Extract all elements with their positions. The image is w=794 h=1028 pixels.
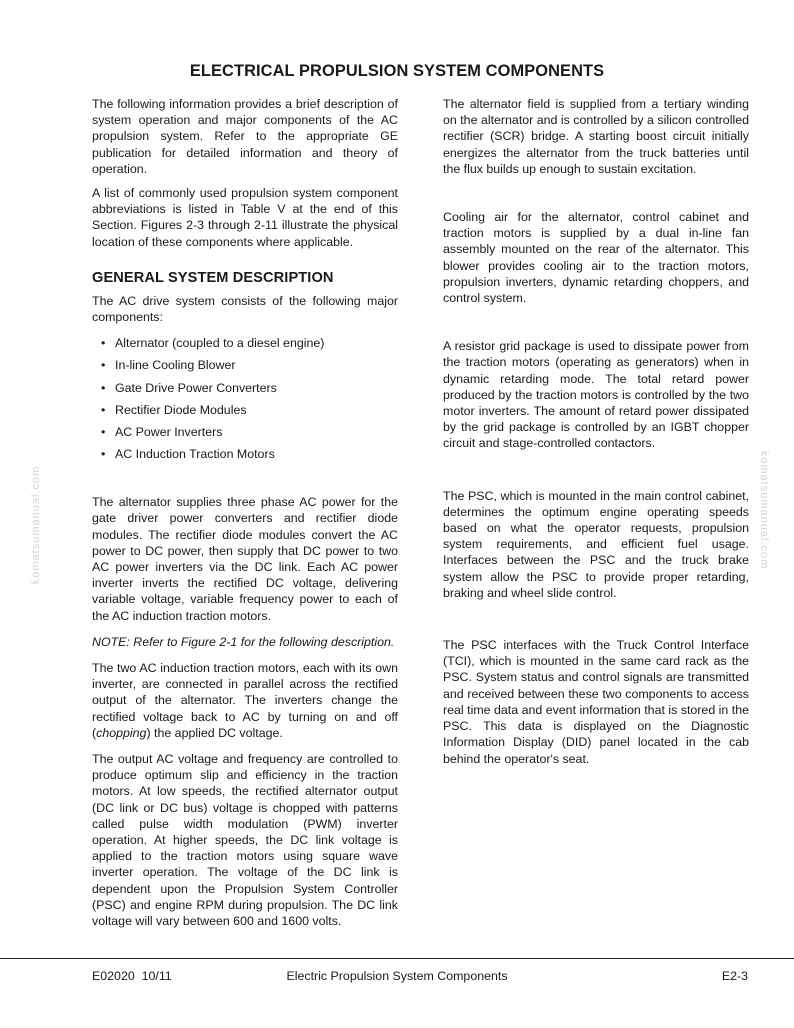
grid-paragraph: A resistor grid package is used to dissipate power from the traction motors (operating as generators) when in dynamic retarding mode. The total retard power produced by the traction motors is controlled by the two motor inverters. The amount of retard power dissipated by the grid package is controlled by an IGBT chopper circuit and stage-controlled contactors.: [443, 339, 749, 451]
page-footer: [0, 969, 794, 987]
tci-paragraph: The PSC interfaces with the Truck Control Interface (TCI), which is mounted in the same card rack as the PSC. System status and control signals are transmitted and received between these two components to access real time data and event information that is stored in the PSC. This data is displayed on the Diagnostic Information Display (DID) panel located in the cab behind the operator's seat.: [443, 638, 749, 766]
alternator-paragraph: The alternator supplies three phase AC power for the gate driver power converters and rectifier diode modules. The rectifier diode modules convert the AC power to DC power, then supply that DC power to two AC power inverters via the DC link. Each AC power inverter inverts the rectified DC voltage, delivering variable voltage, variable frequency power to each of the AC induction traction motors.: [92, 495, 398, 623]
field-paragraph: The alternator field is supplied from a tertiary winding on the alternator and is controlled by a silicon controlled rectifier (SCR) bridge. A starting boost circuit initially energizes the alternator from the truck batteries until the flux builds up enough to sustain excitation.: [443, 97, 749, 176]
list-item: • Gate Drive Power Converters: [92, 380, 398, 396]
note-paragraph: NOTE: Refer to Figure 2-1 for the following description.: [92, 634, 395, 649]
list-item: • AC Power Inverters: [92, 424, 398, 440]
psc-paragraph: The PSC, which is mounted in the main control cabinet, determines the optimum engine operating speeds based on what the operator requests, propulsion system requirements, and efficient fuel usage. Interfaces between the PSC and the truck brake system allow the PSC to provide proper retarding, braking and wheel slide control.: [443, 488, 749, 600]
list-item: • In-line Cooling Blower: [92, 357, 398, 373]
intro-paragraph-2: A list of commonly used propulsion system component abbreviations is listed in Table V at the end of this Section. Figures 2-3 through 2-11 illustrate the physical location of these components where applicable.: [92, 186, 398, 249]
footer-page-number: E2-3: [721, 969, 748, 983]
component-list: [92, 335, 398, 462]
list-item: • AC Induction Traction Motors: [92, 446, 398, 462]
left-column: [92, 96, 398, 929]
footer-section-name: Electric Propulsion System Components: [286, 969, 508, 983]
watermark-right: komatsumanual.com: [758, 450, 770, 570]
motors-text-start: The two AC induction traction motors, each with its own inverter, are connected in parallel across the rectified output of the alternator. The inverters change the rectified voltage back to AC by turning on and off (: [92, 661, 398, 740]
footer-rule: [0, 958, 794, 959]
motors-text-italic: chopping: [96, 725, 147, 740]
watermark-left: komatsumanual.com: [30, 465, 42, 585]
intro-paragraph-1: The following information provides a brief description of system operation and major components of the AC propulsion system. Refer to the appropriate GE publication for detailed information and theory of operation.: [92, 97, 398, 176]
output-paragraph: The output AC voltage and frequency are controlled to produce optimum slip and efficiency in the traction motors. At low speeds, the rectified alternator output (DC link or DC bus) voltage is chopped with patterns called pulse width modulation (PWM) inverter operation. At higher speeds, the DC link voltage is applied to the traction motors using square wave inverter operation. The voltage of the DC link is dependent upon the Propulsion System Controller (PSC) and engine RPM during propulsion. The DC link voltage will vary between 600 and 1600 volts.: [92, 752, 398, 929]
right-column: [443, 96, 749, 767]
cooling-paragraph: Cooling air for the alternator, control cabinet and traction motors is supplied by a dual in-line fan assembly mounted on the rear of the alternator. This blower provides cooling air to the traction motors, propulsion inverters, dynamic retarding choppers, and control system.: [443, 210, 749, 306]
motors-text-end: ) the applied DC voltage.: [146, 725, 283, 740]
motors-paragraph: [92, 660, 398, 741]
list-item: • Alternator (coupled to a diesel engine): [92, 335, 398, 351]
section-intro: The AC drive system consists of the following major components:: [92, 293, 398, 325]
list-item: • Rectifier Diode Modules: [92, 402, 398, 418]
page-title: ELECTRICAL PROPULSION SYSTEM COMPONENTS: [189, 62, 605, 80]
footer-doc-code: E02020 10/11: [92, 969, 172, 983]
section-heading: GENERAL SYSTEM DESCRIPTION: [92, 269, 334, 286]
